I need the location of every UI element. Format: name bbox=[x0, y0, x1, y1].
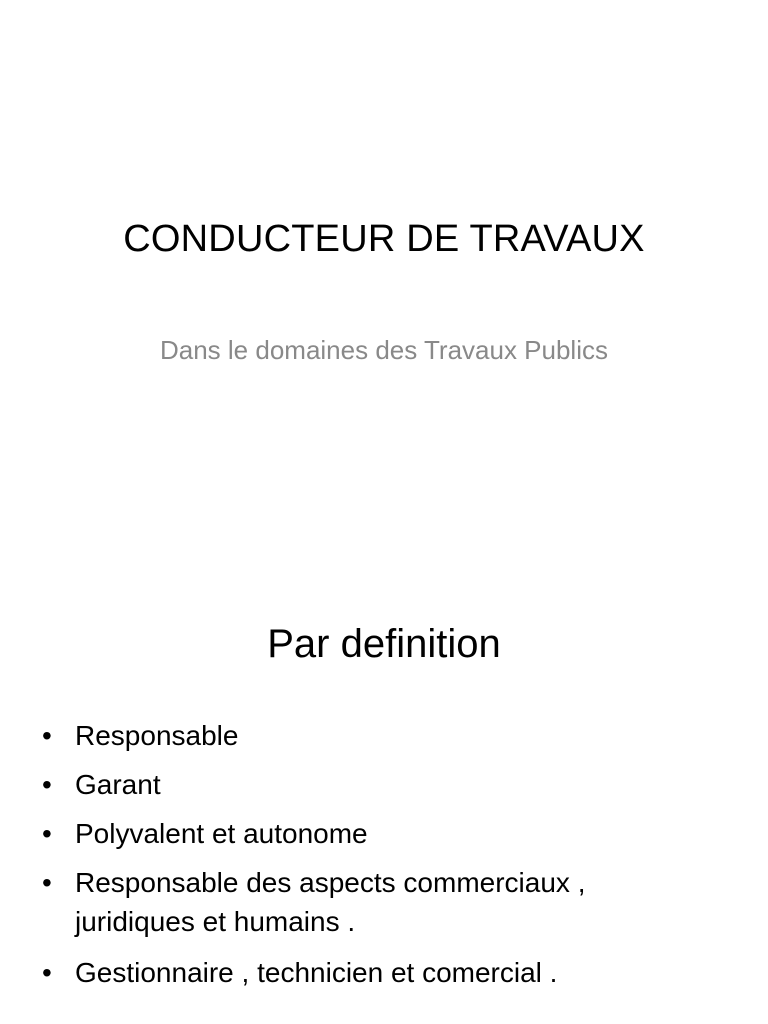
bullet-text: Responsable bbox=[75, 720, 239, 751]
bullet-icon: • bbox=[42, 818, 52, 849]
list-item bbox=[42, 765, 742, 804]
bullet-text-line-2: juridiques et humains . bbox=[75, 906, 356, 937]
bullet-icon: • bbox=[42, 957, 52, 988]
slide-title: CONDUCTEUR DE TRAVAUX bbox=[123, 218, 645, 260]
bullet-list bbox=[42, 716, 742, 1002]
list-item bbox=[42, 863, 742, 941]
list-item bbox=[42, 716, 742, 755]
slide-subtitle: Dans le domaines des Travaux Publics bbox=[159, 335, 608, 365]
list-item bbox=[42, 814, 742, 853]
bullet-text: Gestionnaire , technicien et comercial . bbox=[75, 957, 558, 988]
bullet-text: Garant bbox=[75, 769, 161, 800]
bullet-icon: • bbox=[42, 720, 52, 751]
list-item bbox=[42, 953, 742, 992]
bullet-icon: • bbox=[42, 769, 52, 800]
definition-heading: Par definition bbox=[267, 622, 501, 666]
bullet-text: Polyvalent et autonome bbox=[75, 818, 368, 849]
bullet-icon: • bbox=[42, 867, 52, 898]
definition-slide bbox=[0, 576, 768, 1024]
bullet-text-line-1: Responsable des aspects commerciaux , bbox=[75, 867, 586, 898]
